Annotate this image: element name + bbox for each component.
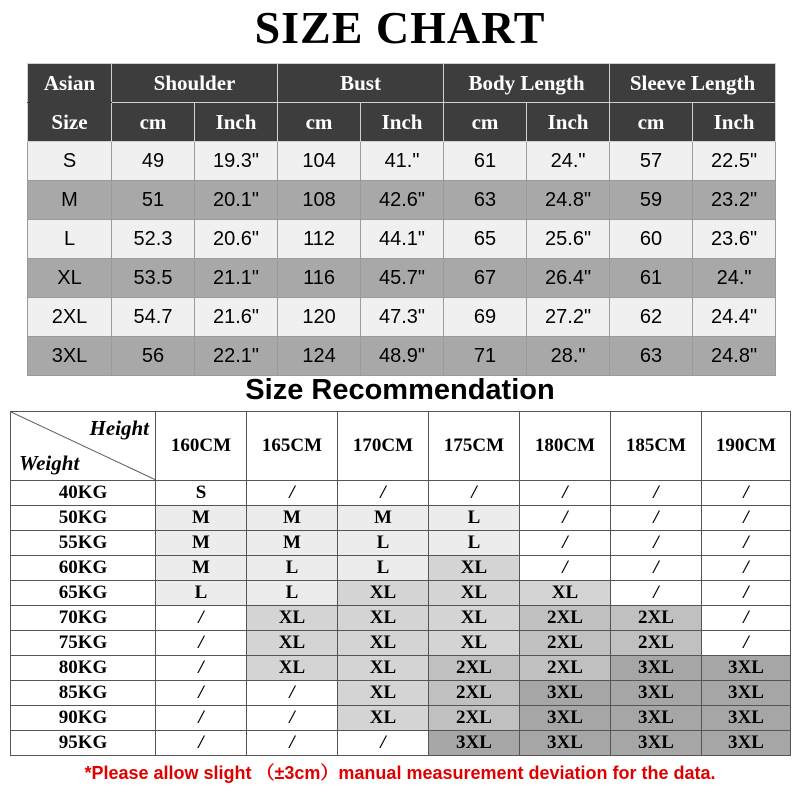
size-chart-header-row xyxy=(28,64,776,103)
recommended-size-cell: 2XL xyxy=(520,631,611,656)
page-title: SIZE CHART xyxy=(254,2,546,53)
not-applicable-cell: / xyxy=(247,706,338,731)
measurement-cell: 28." xyxy=(527,337,610,376)
measurement-cell: 59 xyxy=(610,181,693,220)
height-header-cell: 185CM xyxy=(611,412,702,481)
measurement-cell: 24." xyxy=(527,142,610,181)
size-label-cell: 2XL xyxy=(28,298,112,337)
recommendation-title: Size Recommendation xyxy=(245,374,555,406)
unit-cell: cm xyxy=(278,103,361,142)
measurement-cell: 24.4" xyxy=(693,298,776,337)
weight-label: Weight xyxy=(19,451,80,475)
measurement-cell: 116 xyxy=(278,259,361,298)
unit-cell: cm xyxy=(112,103,195,142)
header-size: Size xyxy=(28,103,112,142)
measurement-cell: 19.3" xyxy=(195,142,278,181)
weight-cell: 70KG xyxy=(11,606,156,631)
recommended-size-cell: 3XL xyxy=(702,706,791,731)
not-applicable-cell: / xyxy=(611,581,702,606)
header-bust: Bust xyxy=(278,64,444,103)
measurement-cell: 60 xyxy=(610,220,693,259)
not-applicable-cell: / xyxy=(156,606,247,631)
measurement-cell: 49 xyxy=(112,142,195,181)
height-header-cell: 170CM xyxy=(338,412,429,481)
recommended-size-cell: XL xyxy=(338,581,429,606)
unit-cell: Inch xyxy=(361,103,444,142)
size-recommendation-table xyxy=(10,411,791,756)
not-applicable-cell: / xyxy=(520,531,611,556)
recommended-size-cell: M xyxy=(156,556,247,581)
size-chart-row xyxy=(28,298,776,337)
size-label-cell: M xyxy=(28,181,112,220)
recommended-size-cell: 3XL xyxy=(520,706,611,731)
recommended-size-cell: 3XL xyxy=(611,731,702,756)
header-sleeve-length: Sleeve Length xyxy=(610,64,776,103)
measurement-cell: 22.1" xyxy=(195,337,278,376)
height-header-cell: 175CM xyxy=(429,412,520,481)
recommended-size-cell: XL xyxy=(429,581,520,606)
recommended-size-cell: L xyxy=(429,506,520,531)
not-applicable-cell: / xyxy=(702,556,791,581)
measurement-cell: 24." xyxy=(693,259,776,298)
size-label-cell: L xyxy=(28,220,112,259)
not-applicable-cell: / xyxy=(520,556,611,581)
measurement-cell: 63 xyxy=(444,181,527,220)
measurement-cell: 56 xyxy=(112,337,195,376)
height-header-cell: 180CM xyxy=(520,412,611,481)
size-chart-row xyxy=(28,259,776,298)
recommendation-row xyxy=(11,631,791,656)
recommended-size-cell: 3XL xyxy=(611,656,702,681)
not-applicable-cell: / xyxy=(156,731,247,756)
recommended-size-cell: XL xyxy=(247,656,338,681)
weight-cell: 90KG xyxy=(11,706,156,731)
measurement-cell: 42.6" xyxy=(361,181,444,220)
recommended-size-cell: 2XL xyxy=(520,606,611,631)
measurement-cell: 23.6" xyxy=(693,220,776,259)
recommendation-row xyxy=(11,731,791,756)
measurement-cell: 61 xyxy=(610,259,693,298)
size-chart-table xyxy=(27,63,776,376)
measurement-cell: 41." xyxy=(361,142,444,181)
not-applicable-cell: / xyxy=(702,631,791,656)
header-asian: Asian xyxy=(28,64,112,103)
measurement-cell: 25.6" xyxy=(527,220,610,259)
not-applicable-cell: / xyxy=(247,481,338,506)
height-header-cell: 165CM xyxy=(247,412,338,481)
measurement-cell: 51 xyxy=(112,181,195,220)
not-applicable-cell: / xyxy=(611,506,702,531)
not-applicable-cell: / xyxy=(702,481,791,506)
measurement-cell: 52.3 xyxy=(112,220,195,259)
recommended-size-cell: XL xyxy=(338,606,429,631)
measurement-cell: 67 xyxy=(444,259,527,298)
not-applicable-cell: / xyxy=(247,731,338,756)
not-applicable-cell: / xyxy=(611,481,702,506)
recommended-size-cell: 2XL xyxy=(429,656,520,681)
recommended-size-cell: L xyxy=(338,556,429,581)
recommended-size-cell: M xyxy=(338,506,429,531)
recommended-size-cell: L xyxy=(247,581,338,606)
measurement-cell: 54.7 xyxy=(112,298,195,337)
size-chart-row xyxy=(28,142,776,181)
size-label-cell: 3XL xyxy=(28,337,112,376)
recommendation-row xyxy=(11,681,791,706)
weight-cell: 60KG xyxy=(11,556,156,581)
recommended-size-cell: XL xyxy=(520,581,611,606)
weight-cell: 65KG xyxy=(11,581,156,606)
measurement-cell: 21.1" xyxy=(195,259,278,298)
size-chart-row xyxy=(28,181,776,220)
recommended-size-cell: L xyxy=(429,531,520,556)
weight-cell: 55KG xyxy=(11,531,156,556)
recommended-size-cell: XL xyxy=(338,656,429,681)
not-applicable-cell: / xyxy=(156,706,247,731)
not-applicable-cell: / xyxy=(702,531,791,556)
unit-cell: cm xyxy=(444,103,527,142)
recommended-size-cell: M xyxy=(156,531,247,556)
header-body-length: Body Length xyxy=(444,64,610,103)
recommended-size-cell: 2XL xyxy=(611,606,702,631)
measurement-cell: 45.7" xyxy=(361,259,444,298)
measurement-cell: 44.1" xyxy=(361,220,444,259)
size-chart-row xyxy=(28,220,776,259)
recommended-size-cell: S xyxy=(156,481,247,506)
measurement-cell: 26.4" xyxy=(527,259,610,298)
recommended-size-cell: M xyxy=(247,506,338,531)
weight-cell: 40KG xyxy=(11,481,156,506)
weight-cell: 50KG xyxy=(11,506,156,531)
weight-cell: 75KG xyxy=(11,631,156,656)
measurement-cell: 20.6" xyxy=(195,220,278,259)
not-applicable-cell: / xyxy=(702,581,791,606)
not-applicable-cell: / xyxy=(702,506,791,531)
measurement-cell: 108 xyxy=(278,181,361,220)
measurement-cell: 47.3" xyxy=(361,298,444,337)
recommended-size-cell: XL xyxy=(429,606,520,631)
recommended-size-cell: 3XL xyxy=(702,731,791,756)
recommended-size-cell: 3XL xyxy=(520,681,611,706)
unit-cell: Inch xyxy=(195,103,278,142)
not-applicable-cell: / xyxy=(520,481,611,506)
measurement-cell: 65 xyxy=(444,220,527,259)
recommended-size-cell: 3XL xyxy=(611,706,702,731)
unit-cell: cm xyxy=(610,103,693,142)
size-chart-unit-row xyxy=(28,103,776,142)
recommended-size-cell: L xyxy=(156,581,247,606)
recommended-size-cell: M xyxy=(247,531,338,556)
measurement-cell: 69 xyxy=(444,298,527,337)
unit-cell: Inch xyxy=(527,103,610,142)
recommendation-row xyxy=(11,606,791,631)
not-applicable-cell: / xyxy=(429,481,520,506)
height-weight-corner xyxy=(11,412,156,481)
recommended-size-cell: 2XL xyxy=(429,681,520,706)
height-header-cell: 160CM xyxy=(156,412,247,481)
recommended-size-cell: XL xyxy=(247,606,338,631)
measurement-cell: 57 xyxy=(610,142,693,181)
recommended-size-cell: 3XL xyxy=(429,731,520,756)
height-label: Height xyxy=(89,416,149,440)
measurement-cell: 62 xyxy=(610,298,693,337)
measurement-cell: 71 xyxy=(444,337,527,376)
recommended-size-cell: XL xyxy=(429,556,520,581)
measurement-cell: 63 xyxy=(610,337,693,376)
recommended-size-cell: 3XL xyxy=(702,681,791,706)
weight-cell: 95KG xyxy=(11,731,156,756)
not-applicable-cell: / xyxy=(156,631,247,656)
recommended-size-cell: XL xyxy=(338,631,429,656)
measurement-note: *Please allow slight （±3cm）manual measurement deviation for the data. xyxy=(84,763,716,783)
recommended-size-cell: L xyxy=(247,556,338,581)
not-applicable-cell: / xyxy=(611,556,702,581)
recommended-size-cell: 3XL xyxy=(702,656,791,681)
not-applicable-cell: / xyxy=(247,681,338,706)
not-applicable-cell: / xyxy=(156,681,247,706)
recommended-size-cell: XL xyxy=(429,631,520,656)
recommendation-row xyxy=(11,556,791,581)
measurement-cell: 104 xyxy=(278,142,361,181)
recommended-size-cell: 2XL xyxy=(611,631,702,656)
recommended-size-cell: 2XL xyxy=(429,706,520,731)
measurement-cell: 27.2" xyxy=(527,298,610,337)
recommended-size-cell: 3XL xyxy=(611,681,702,706)
recommended-size-cell: M xyxy=(156,506,247,531)
measurement-cell: 48.9" xyxy=(361,337,444,376)
recommendation-row xyxy=(11,706,791,731)
recommended-size-cell: XL xyxy=(247,631,338,656)
height-header-cell: 190CM xyxy=(702,412,791,481)
recommendation-row xyxy=(11,506,791,531)
recommended-size-cell: XL xyxy=(338,681,429,706)
recommended-size-cell: 2XL xyxy=(520,656,611,681)
recommendation-row xyxy=(11,581,791,606)
recommendation-row xyxy=(11,481,791,506)
unit-cell: Inch xyxy=(693,103,776,142)
measurement-cell: 20.1" xyxy=(195,181,278,220)
recommended-size-cell: L xyxy=(338,531,429,556)
recommendation-row xyxy=(11,656,791,681)
recommendation-row xyxy=(11,531,791,556)
recommendation-header-row xyxy=(11,412,791,481)
weight-cell: 85KG xyxy=(11,681,156,706)
not-applicable-cell: / xyxy=(156,656,247,681)
not-applicable-cell: / xyxy=(338,731,429,756)
header-shoulder: Shoulder xyxy=(112,64,278,103)
size-label-cell: S xyxy=(28,142,112,181)
measurement-cell: 24.8" xyxy=(527,181,610,220)
measurement-cell: 112 xyxy=(278,220,361,259)
measurement-cell: 53.5 xyxy=(112,259,195,298)
recommended-size-cell: 3XL xyxy=(520,731,611,756)
measurement-cell: 22.5" xyxy=(693,142,776,181)
measurement-cell: 23.2" xyxy=(693,181,776,220)
measurement-cell: 61 xyxy=(444,142,527,181)
not-applicable-cell: / xyxy=(338,481,429,506)
size-label-cell: XL xyxy=(28,259,112,298)
not-applicable-cell: / xyxy=(520,506,611,531)
measurement-cell: 24.8" xyxy=(693,337,776,376)
measurement-cell: 120 xyxy=(278,298,361,337)
not-applicable-cell: / xyxy=(702,606,791,631)
recommended-size-cell: XL xyxy=(338,706,429,731)
not-applicable-cell: / xyxy=(611,531,702,556)
measurement-cell: 21.6" xyxy=(195,298,278,337)
measurement-cell: 124 xyxy=(278,337,361,376)
weight-cell: 80KG xyxy=(11,656,156,681)
